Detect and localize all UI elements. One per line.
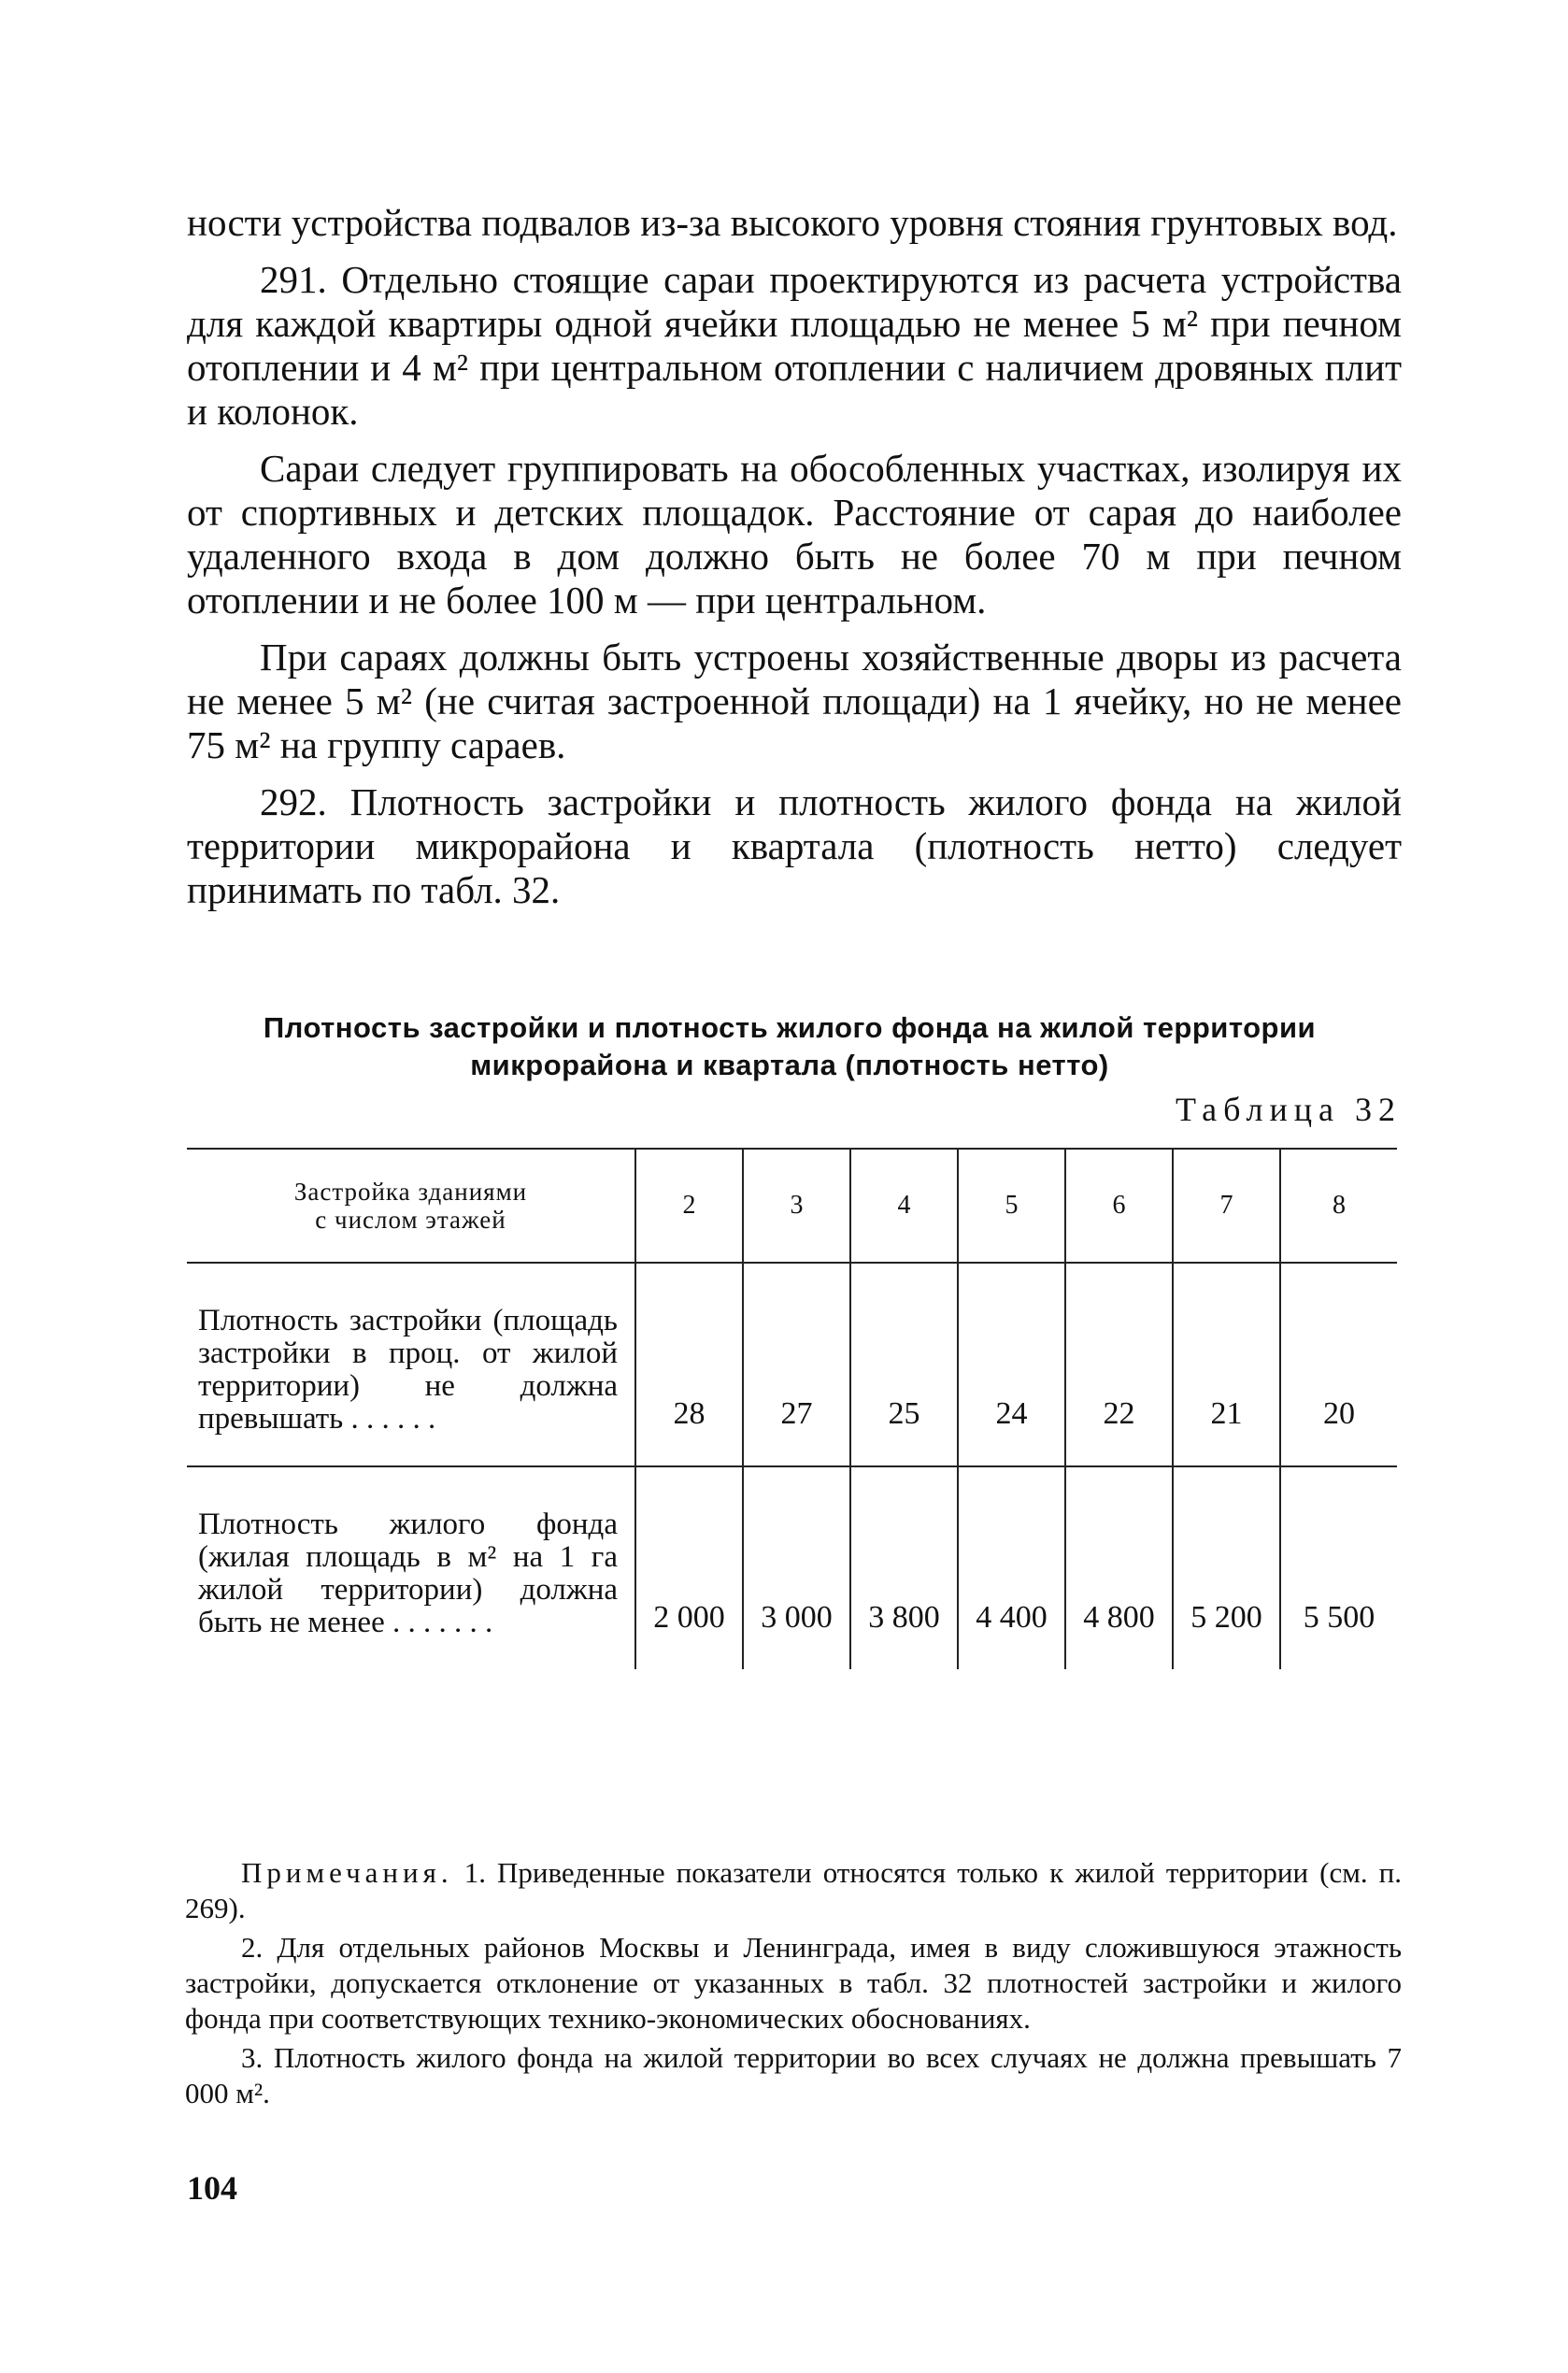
table-cell: 3 800 <box>850 1466 958 1669</box>
paragraph-continuation: ности устройства подвалов из-за высокого уровня стояния грунтовых вод. <box>187 201 1398 244</box>
table-label: Таблица 32 <box>1176 1091 1402 1128</box>
paragraph-291-sheds: Сараи следует группировать на обособленных участках, изолируя их от спортивных и детских площадок. Расстояние от сарая до наиболее удаленного входа в дом должно быть не более 70 м при печном отоплении и не более 100 м — при центральном. <box>187 447 1402 622</box>
table-header-row <box>187 1149 1397 1263</box>
density-table <box>187 1148 1397 1669</box>
table-cell: 5 200 <box>1173 1466 1280 1669</box>
table-cell: 27 <box>743 1263 850 1466</box>
header-floor-cell: 4 <box>850 1149 958 1263</box>
note-2: 2. Для отдельных районов Москвы и Ленинграда, имея в виду сложившуюся этажность застройки, допускается отклонение от указанных в табл. 32 плотностей застройки и жилого фонда при соответствующих технико-экономических обоснованиях. <box>185 1931 1402 2035</box>
header-floor-cell: 5 <box>958 1149 1065 1263</box>
table-caption-line2: микрорайона и квартала (плотность нетто) <box>470 1049 1109 1081</box>
row-label-housing-density: Плотность жилого фонда (жилая площадь в м² на 1 га жилой территории) должна быть не менее . . . . . . . <box>198 1508 618 1639</box>
table-cell: 20 <box>1280 1263 1397 1466</box>
paragraph-292: 292. Плотность застройки и плотность жилого фонда на жилой территории микрорайона и квартала (плотность нетто) следует принимать по табл. 32. <box>187 780 1402 911</box>
table-row-building-density <box>187 1263 1397 1466</box>
table-cell: 24 <box>958 1263 1065 1466</box>
note-1 <box>185 1855 1402 1926</box>
paragraph-291-yards: При сараях должны быть устроены хозяйственные дворы из расчета не менее 5 м² (не считая застроенной площади) на 1 ячейку, но не менее 75 м² на группу сараев. <box>187 636 1402 766</box>
table-cell: 28 <box>635 1263 743 1466</box>
notes-heading: Примечания. <box>241 1856 453 1889</box>
table-cell: 21 <box>1173 1263 1280 1466</box>
table-caption-line1: Плотность застройки и плотность жилого фонда на жилой территории <box>263 1011 1317 1044</box>
paragraph-291: 291. Отдельно стоящие сараи проектируются из расчета устройства для каждой квартиры одной ячейки площадью не менее 5 м² при печном отоплении и 4 м² при центральном отоплении с наличием дровяных плит и колонок. <box>187 258 1402 433</box>
table-row-housing-density <box>187 1466 1397 1669</box>
table-caption <box>178 1009 1402 1084</box>
table-notes <box>185 1855 1402 2115</box>
table-cell: 22 <box>1065 1263 1173 1466</box>
body-text <box>187 201 1402 912</box>
header-floor-cell: 3 <box>743 1149 850 1263</box>
table-cell: 5 500 <box>1280 1466 1397 1669</box>
header-floor-cell: 2 <box>635 1149 743 1263</box>
table-cell: 2 000 <box>635 1466 743 1669</box>
row-label-building-density: Плотность застройки (площадь застройки в проц. от жилой территории) не должна превышать . . . . . . <box>187 1263 635 1466</box>
note-1-text: 1. Приведенные показатели относятся только к жилой территории (см. п. 269). <box>185 1856 1402 1924</box>
header-floor-cell: 7 <box>1173 1149 1280 1263</box>
header-floors-label: Застройка зданиями с числом этажей <box>187 1149 635 1263</box>
header-floor-cell: 8 <box>1280 1149 1397 1263</box>
table-cell: 25 <box>850 1263 958 1466</box>
header-floor-cell: 6 <box>1065 1149 1173 1263</box>
table-cell: 4 400 <box>958 1466 1065 1669</box>
table-cell: 4 800 <box>1065 1466 1173 1669</box>
note-3: 3. Плотность жилого фонда на жилой территории во всех случаях не должна превышать 7 000 м². <box>185 2041 1402 2109</box>
page-number: 104 <box>187 2169 237 2207</box>
table-cell: 3 000 <box>743 1466 850 1669</box>
